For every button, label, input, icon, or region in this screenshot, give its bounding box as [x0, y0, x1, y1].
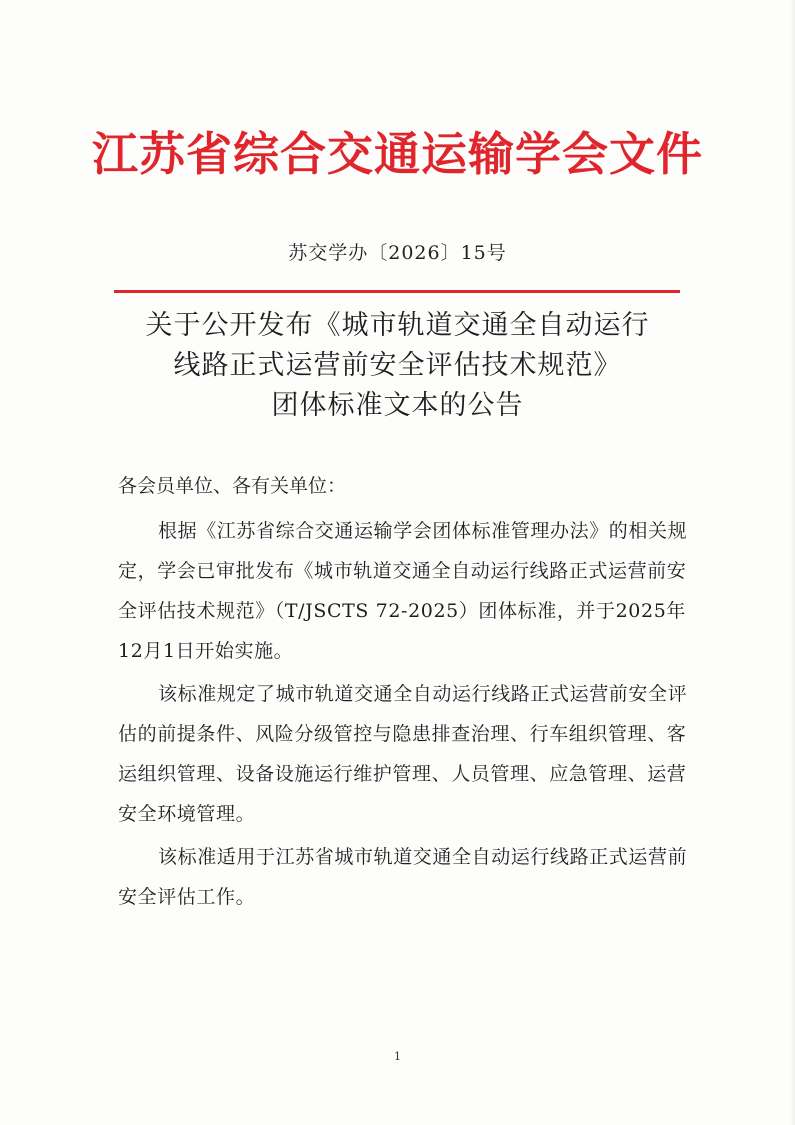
document-number: 苏交学办〔2026〕15号: [288, 242, 507, 264]
paragraph-scope-content: 该标准规定了城市轨道交通全自动运行线路正式运营前安全评估的前提条件、风险分级管控与隐患排查治理、行车组织管理、客运组织管理、设备设施运行维护管理、人员管理、应急管理、运营安全环境管理。: [118, 683, 688, 825]
page-number: 1: [394, 1050, 401, 1063]
org-header-title: 江苏省综合交通运输学会文件: [92, 127, 703, 181]
salutation: 各会员单位、各有关单位：: [118, 475, 347, 497]
notice-title-line-2: 线路正式运营前安全评估技术规范》: [173, 350, 622, 381]
notice-title-line-1: 关于公开发布《城市轨道交通全自动运行: [145, 310, 650, 341]
red-divider-line: [114, 290, 680, 293]
paragraph-basis: 根据《江苏省综合交通运输学会团体标准管理办法》的相关规定，学会已审批发布《城市轨道交通全自动运行线路正式运营前安全评估技术规范》（T/JSCTS 72-2025）团体标准，并于2025年12月1日开始实施。: [118, 520, 688, 662]
paragraph-applicability: 该标准适用于江苏省城市轨道交通全自动运行线路正式运营前安全评估工作。: [118, 846, 688, 908]
notice-body: [118, 466, 688, 920]
notice-title-line-3: 团体标准文本的公告: [271, 390, 524, 421]
notice-title: [0, 306, 795, 426]
